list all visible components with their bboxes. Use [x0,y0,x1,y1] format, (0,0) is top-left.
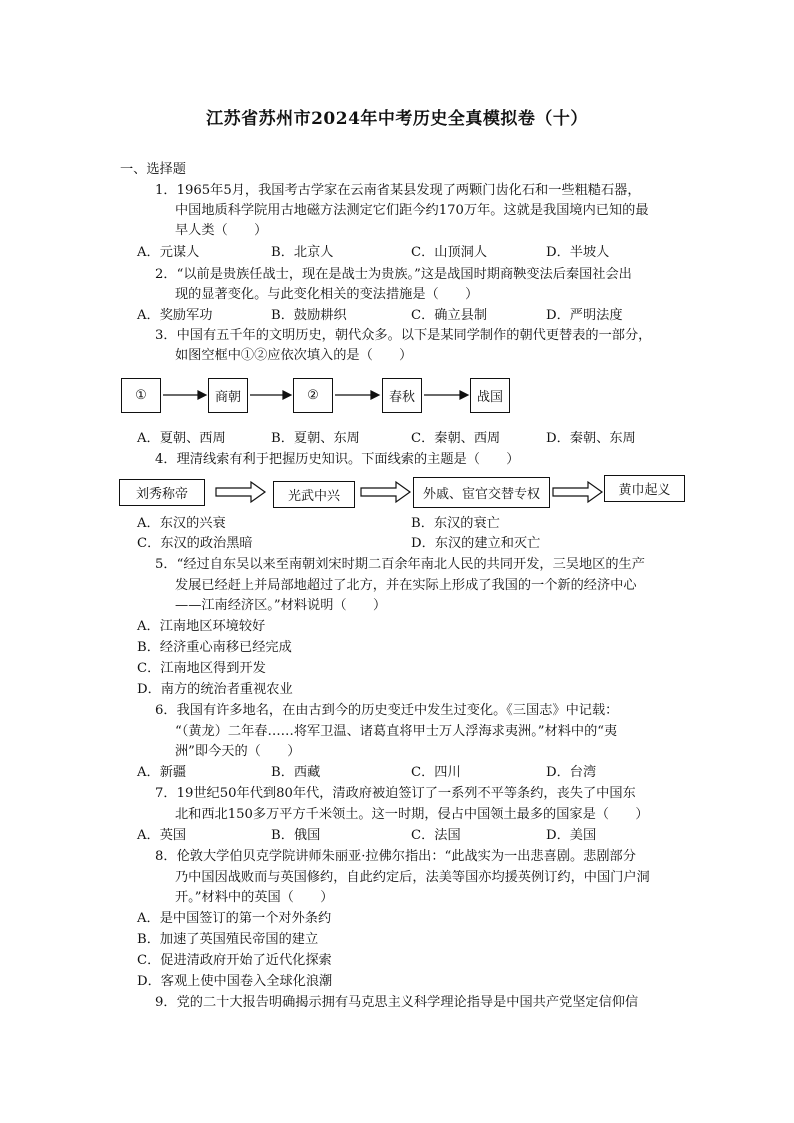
q6-option-c[interactable]: C．四川 [411,765,461,780]
q1-line-2: 中国地质科学院用古地磁方法测定它们距今约170万年。这就是我国境内已知的最 [175,203,649,218]
q1-option-c[interactable]: C．山顶洞人 [411,245,488,260]
q5-line-1: 5．“经过自东吴以来至南朝刘宋时期二百余年南北人民的共同开发，三吴地区的生产 [155,557,645,572]
dynasty-box-4: 春秋 [382,378,422,413]
clue-box-2: 光武中兴 [273,481,355,508]
q2-option-c[interactable]: C．确立县制 [411,308,488,323]
q6-option-d[interactable]: D．台湾 [546,765,597,780]
q4-option-b[interactable]: B．东汉的衰亡 [411,516,500,531]
q6-line-2: “（黄龙）二年春……将军卫温、诸葛直将甲士万人浮海求夷洲。”材料中的“夷 [175,724,618,739]
q3-option-a[interactable]: A．夏朝、西周 [137,431,226,446]
q6-option-b[interactable]: B．西藏 [271,765,321,780]
q5-line-3: ——江南经济区。”材料说明（ ） [175,598,387,613]
q7-line-1: 7．19世纪50年代到80年代，清政府被迫签订了一系列不平等条约，丧失了中国东 [155,786,636,801]
q4-option-d[interactable]: D．东汉的建立和灭亡 [411,536,541,551]
clue-box-3: 外戚、宦官交替专权 [413,477,550,508]
clue-box-1: 刘秀称帝 [119,479,205,506]
q4-option-c[interactable]: C．东汉的政治黑暗 [137,536,253,551]
q3-option-c[interactable]: C．秦朝、西周 [411,431,501,446]
q2-option-a[interactable]: A．奖励军功 [137,308,213,323]
q1-option-a[interactable]: A．元谋人 [137,245,200,260]
q5-option-c[interactable]: C．江南地区得到开发 [137,661,266,676]
q8-option-b[interactable]: B．加速了英国殖民帝国的建立 [137,932,319,947]
q5-option-d[interactable]: D．南方的统治者重视农业 [137,682,293,697]
q3-line-2: 如图空框中①②应依次填入的是（ ） [175,348,413,363]
q3-option-d[interactable]: D．秦朝、东周 [546,431,636,446]
q2-line-2: 现的显著变化。与此变化相关的变法措施是（ ） [175,287,479,302]
q6-option-a[interactable]: A．新疆 [137,765,187,780]
q4-option-a[interactable]: A．东汉的兴衰 [137,516,226,531]
q2-option-b[interactable]: B．鼓励耕织 [271,308,347,323]
dynasty-box-2: 商朝 [208,378,248,413]
q8-line-1: 8．伦敦大学伯贝克学院讲师朱丽亚·拉佛尔指出：“此战实为一出悲喜剧。悲剧部分 [155,849,636,864]
q8-line-2: 乃中国因战败而与英国修约，自此约定后，法美等国亦均援英例订约，中国门户洞 [175,870,650,885]
q8-option-c[interactable]: C．促进清政府开始了近代化探索 [137,953,332,968]
q7-option-c[interactable]: C．法国 [411,828,461,843]
dynasty-box-1: ① [121,378,161,413]
q3-option-b[interactable]: B．夏朝、东周 [271,431,360,446]
q8-option-d[interactable]: D．客观上使中国卷入全球化浪潮 [137,974,333,989]
q7-option-d[interactable]: D．美国 [546,828,597,843]
q2-option-d[interactable]: D．严明法度 [546,308,623,323]
q8-line-3: 开。”材料中的英国（ ） [175,890,334,905]
q4-line-1: 4．理清线索有利于把握历史知识。下面线索的主题是（ ） [155,452,520,467]
q1-line-1: 1．1965年5月，我国考古学家在云南省某县发现了两颗门齿化石和一些粗糙石器， [155,183,641,198]
q6-line-3: 洲”即今天的（ ） [175,744,301,759]
page-title: 江苏省苏州市2024年中考历史全真模拟卷（十） [206,109,588,129]
q7-option-a[interactable]: A．英国 [137,828,187,843]
q9-line-1: 9．党的二十大报告明确揭示拥有马克思主义科学理论指导是中国共产党坚定信仰信 [155,995,639,1010]
q7-option-b[interactable]: B．俄国 [271,828,321,843]
q5-option-b[interactable]: B．经济重心南移已经完成 [137,640,292,655]
section-heading: 一、选择题 [120,162,186,177]
q7-line-2: 北和西北150多万平方千米领土。这一时期，侵占中国领土最多的国家是（ ） [175,807,649,822]
q6-line-1: 6．我国有许多地名，在由古到今的历史变迁中发生过变化。《三国志》中记载： [155,703,619,718]
dynasty-box-3: ② [293,378,333,413]
q5-option-a[interactable]: A．江南地区环境较好 [137,619,266,634]
q1-option-b[interactable]: B．北京人 [271,245,334,260]
q1-line-3: 早人类（ ） [175,223,268,238]
q8-option-a[interactable]: A．是中国签订的第一个对外条约 [137,911,332,926]
clue-box-4: 黄巾起义 [604,475,685,502]
q5-line-2: 发展已经赶上并局部地超过了北方，并在实际上形成了我国的一个新的经济中心 [175,578,637,593]
q2-line-1: 2．“以前是贵族任战士，现在是战士为贵族。”这是战国时期商鞅变法后秦国社会出 [155,267,632,282]
q1-option-d[interactable]: D．半坡人 [546,245,610,260]
q3-line-1: 3．中国有五千年的文明历史，朝代众多。以下是某同学制作的朝代更替表的一部分， [155,328,652,343]
dynasty-box-5: 战国 [470,378,510,413]
